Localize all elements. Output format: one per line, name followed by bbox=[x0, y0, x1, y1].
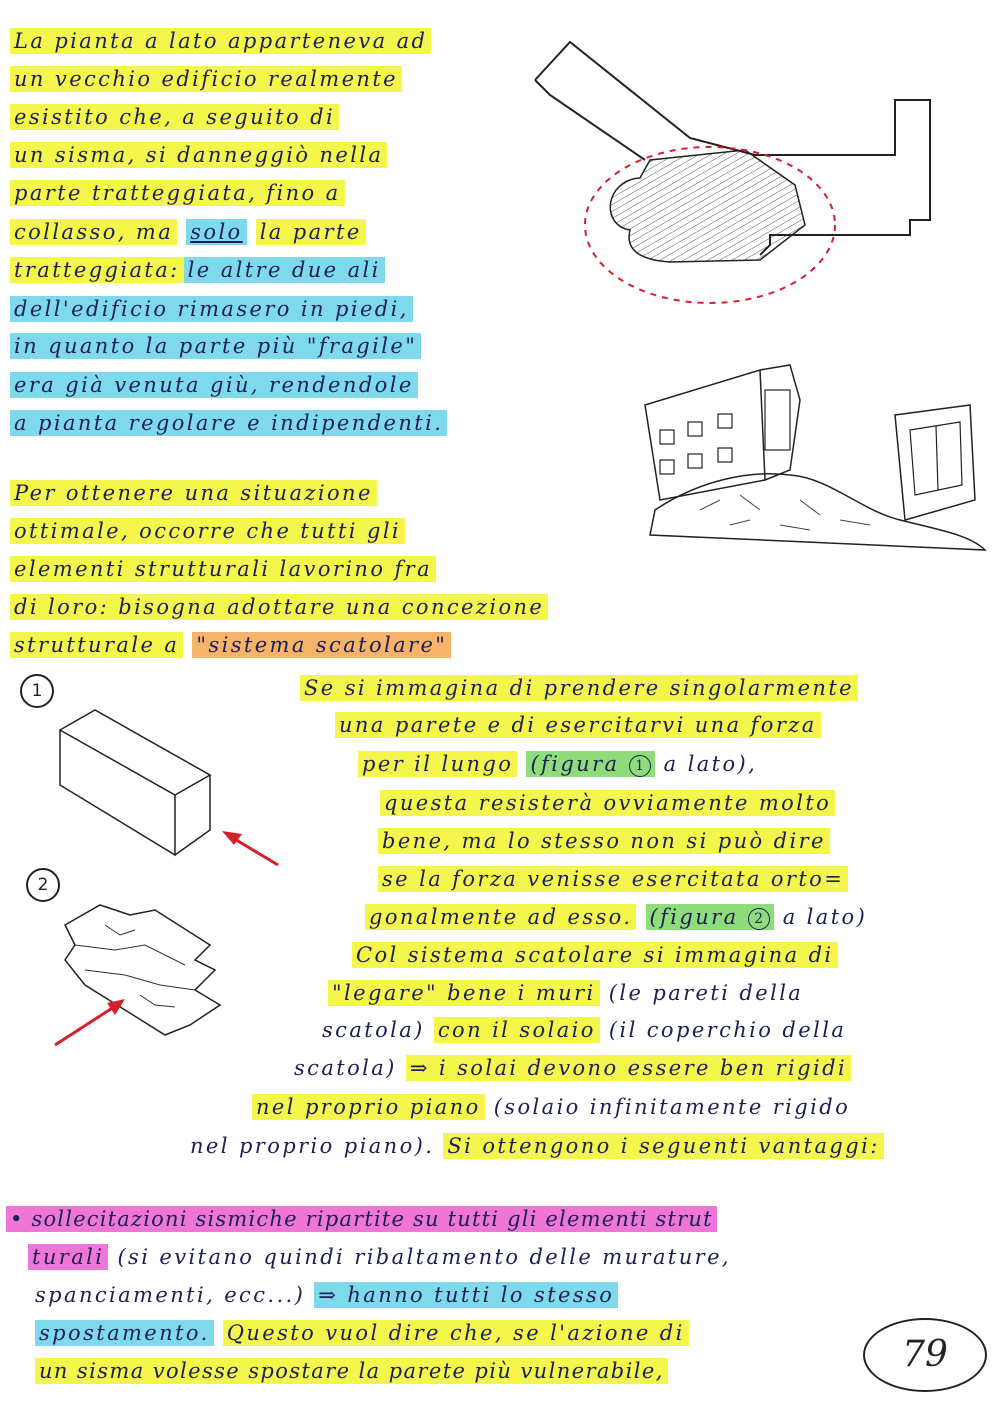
cracked-wall-sketch bbox=[45, 895, 245, 1065]
p1-line-5: parte tratteggiata, fino a bbox=[10, 180, 345, 206]
p1-line-7: tratteggiata: le altre due ali bbox=[10, 257, 385, 283]
sistema-scatolare-label: "sistema scatolare" bbox=[192, 632, 451, 658]
p2-line-4: di loro: bisogna adottare una concezione bbox=[10, 594, 548, 620]
p4-line-1: • sollecitazioni sismiche ripartite su tutti gli elementi strut bbox=[6, 1206, 717, 1232]
figure-1-reference: (figura 1 bbox=[526, 751, 654, 777]
p2-line-1: Per ottenere una situazione bbox=[10, 480, 377, 506]
intact-wall-sketch bbox=[50, 700, 290, 880]
p2-line-3: elementi strutturali lavorino fra bbox=[10, 556, 436, 582]
p4-line-3: spanciamenti, ecc...) ⇒ hanno tutti lo stesso bbox=[35, 1282, 618, 1308]
p1-line-1: La pianta a lato apparteneva ad bbox=[10, 28, 431, 54]
p3-line-7: gonalmente ad esso. (figura 2 a lato) bbox=[365, 904, 867, 930]
figure-2-reference: (figura 2 bbox=[646, 904, 774, 930]
page-number: 79 bbox=[863, 1318, 987, 1392]
p1-line-3: esistito che, a seguito di bbox=[10, 104, 339, 130]
p1-line-6: collasso, ma solo la parte bbox=[10, 219, 366, 245]
p3-line-4: questa resisterà ovviamente molto bbox=[380, 790, 835, 816]
figure-2-number: 2 bbox=[26, 868, 60, 902]
building-plan-sketch bbox=[530, 30, 950, 310]
p3-line-10: scatola) con il solaio (il coperchio della bbox=[322, 1018, 847, 1042]
p3-line-9: "legare" bene i muri (le pareti della bbox=[328, 980, 803, 1006]
p3-line-5: bene, ma lo stesso non si può dire bbox=[378, 828, 830, 854]
p1-line-2: un vecchio edificio realmente bbox=[10, 66, 402, 92]
p3-line-3: per il lungo (figura 1 a lato), bbox=[358, 751, 757, 777]
p3-line-12: nel proprio piano (solaio infinitamente rigido bbox=[252, 1094, 850, 1120]
p1-line-9: in quanto la parte più "fragile" bbox=[10, 333, 421, 359]
p4-line-4: spostamento. Questo vuol dire che, se l'azione di bbox=[35, 1320, 689, 1346]
p1-line-10: era già venuta giù, rendendole bbox=[10, 372, 418, 398]
p3-line-8: Col sistema scatolare si immagina di bbox=[352, 942, 838, 968]
p2-line-2: ottimale, occorre che tutti gli bbox=[10, 518, 405, 544]
p3-line-2: una parete e di esercitarvi una forza bbox=[335, 712, 821, 738]
p3-line-6: se la forza venisse esercitata orto= bbox=[378, 866, 848, 892]
p1-line-4: un sisma, si danneggiò nella bbox=[10, 142, 387, 168]
figure-1-number: 1 bbox=[20, 674, 54, 708]
p3-line-1: Se si immagina di prendere singolarmente bbox=[300, 675, 858, 701]
p1-line-11: a pianta regolare e indipendenti. bbox=[10, 410, 447, 436]
p3-line-13: nel proprio piano). Si ottengono i seguenti vantaggi: bbox=[190, 1133, 884, 1159]
solo-word: solo bbox=[186, 219, 246, 245]
p3-line-11: scatola) ⇒ i solai devono essere ben rigidi bbox=[294, 1055, 851, 1081]
collapsed-building-sketch bbox=[640, 360, 990, 570]
p1-line-8: dell'edificio rimasero in piedi, bbox=[10, 296, 413, 322]
p4-line-2: turali (si evitano quindi ribaltamento delle murature, bbox=[28, 1244, 731, 1270]
p4-line-5: un sisma volesse spostare la parete più vulnerabile, bbox=[35, 1358, 668, 1384]
p2-line-5: strutturale a "sistema scatolare" bbox=[10, 632, 451, 658]
